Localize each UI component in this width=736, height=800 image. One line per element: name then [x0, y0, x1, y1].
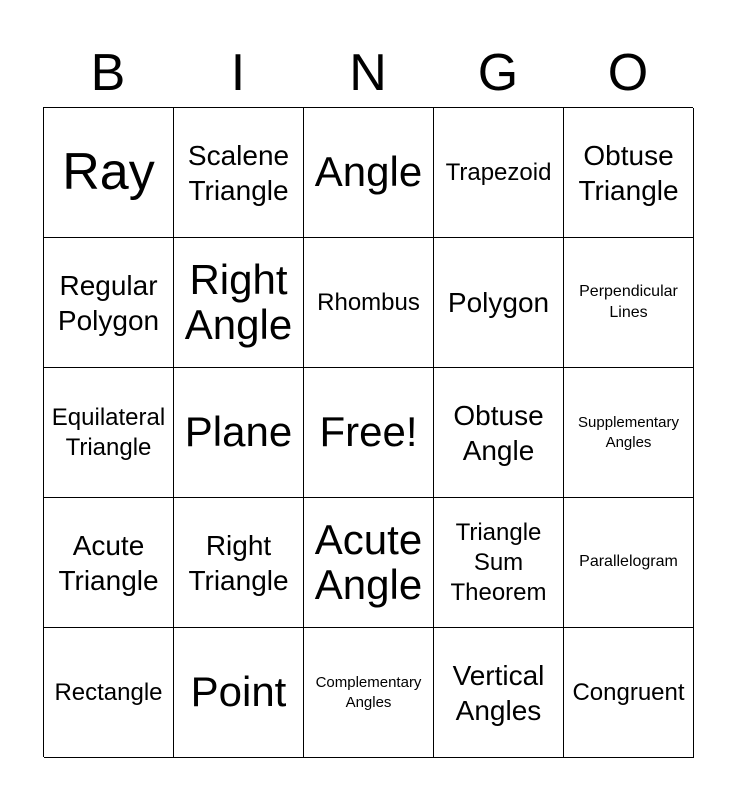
cell-label: Ray [62, 143, 155, 202]
bingo-cell[interactable] [44, 498, 174, 628]
header-letter-o: O [607, 44, 649, 102]
bingo-cell[interactable] [174, 368, 304, 498]
cell-label: Right Triangle [188, 529, 289, 596]
cell-label: Acute Angle [314, 516, 423, 608]
bingo-cell[interactable] [174, 238, 304, 368]
bingo-cell[interactable] [434, 108, 564, 238]
cell-label: Scalene Triangle [187, 139, 290, 206]
cell-label: Perpendicular Lines [579, 282, 678, 321]
bingo-cell[interactable] [174, 628, 304, 758]
bingo-cell[interactable] [434, 628, 564, 758]
cell-label: Supplementary Angles [578, 414, 679, 451]
header-letter-n: N [349, 44, 387, 102]
cell-label: Polygon [447, 287, 550, 318]
bingo-cell[interactable] [564, 238, 694, 368]
bingo-cell[interactable] [44, 108, 174, 238]
cell-label: Triangle Sum Theorem [450, 518, 547, 606]
bingo-cell[interactable] [304, 628, 434, 758]
header-letter-i: I [230, 44, 246, 102]
cell-label: Obtuse Angle [453, 399, 544, 466]
bingo-cell[interactable] [44, 628, 174, 758]
bingo-cell[interactable] [434, 368, 564, 498]
bingo-cell[interactable] [44, 368, 174, 498]
bingo-cell[interactable] [434, 238, 564, 368]
free-space-cell[interactable] [304, 368, 434, 498]
cell-label: Acute Triangle [58, 529, 159, 596]
cell-label: Right Angle [184, 256, 293, 348]
bingo-board [43, 107, 693, 757]
bingo-cell[interactable] [44, 238, 174, 368]
cell-label: Rectangle [54, 678, 163, 706]
bingo-cell[interactable] [304, 238, 434, 368]
bingo-cell[interactable] [564, 498, 694, 628]
header-letter-b: B [90, 44, 126, 102]
bingo-cell[interactable] [304, 108, 434, 238]
bingo-cell[interactable] [174, 108, 304, 238]
bingo-header [43, 40, 693, 106]
free-space-label: Free! [319, 408, 418, 456]
cell-label: Obtuse Triangle [578, 139, 679, 206]
bingo-cell[interactable] [434, 498, 564, 628]
header-letter-g: G [477, 44, 519, 102]
cell-label: Point [190, 668, 287, 716]
cell-label: Equilateral Triangle [51, 403, 166, 461]
bingo-cell[interactable] [564, 628, 694, 758]
cell-label: Vertical Angles [452, 659, 545, 726]
cell-label: Trapezoid [445, 158, 552, 186]
bingo-cell[interactable] [564, 368, 694, 498]
cell-label: Congruent [572, 678, 685, 706]
bingo-cell[interactable] [564, 108, 694, 238]
cell-label: Rhombus [317, 288, 420, 316]
cell-label: Plane [184, 408, 293, 456]
cell-label: Parallelogram [579, 553, 678, 571]
bingo-cell[interactable] [304, 498, 434, 628]
cell-label: Regular Polygon [57, 269, 160, 336]
cell-label: Complementary Angles [315, 674, 422, 711]
bingo-cell[interactable] [174, 498, 304, 628]
cell-label: Angle [314, 148, 423, 196]
